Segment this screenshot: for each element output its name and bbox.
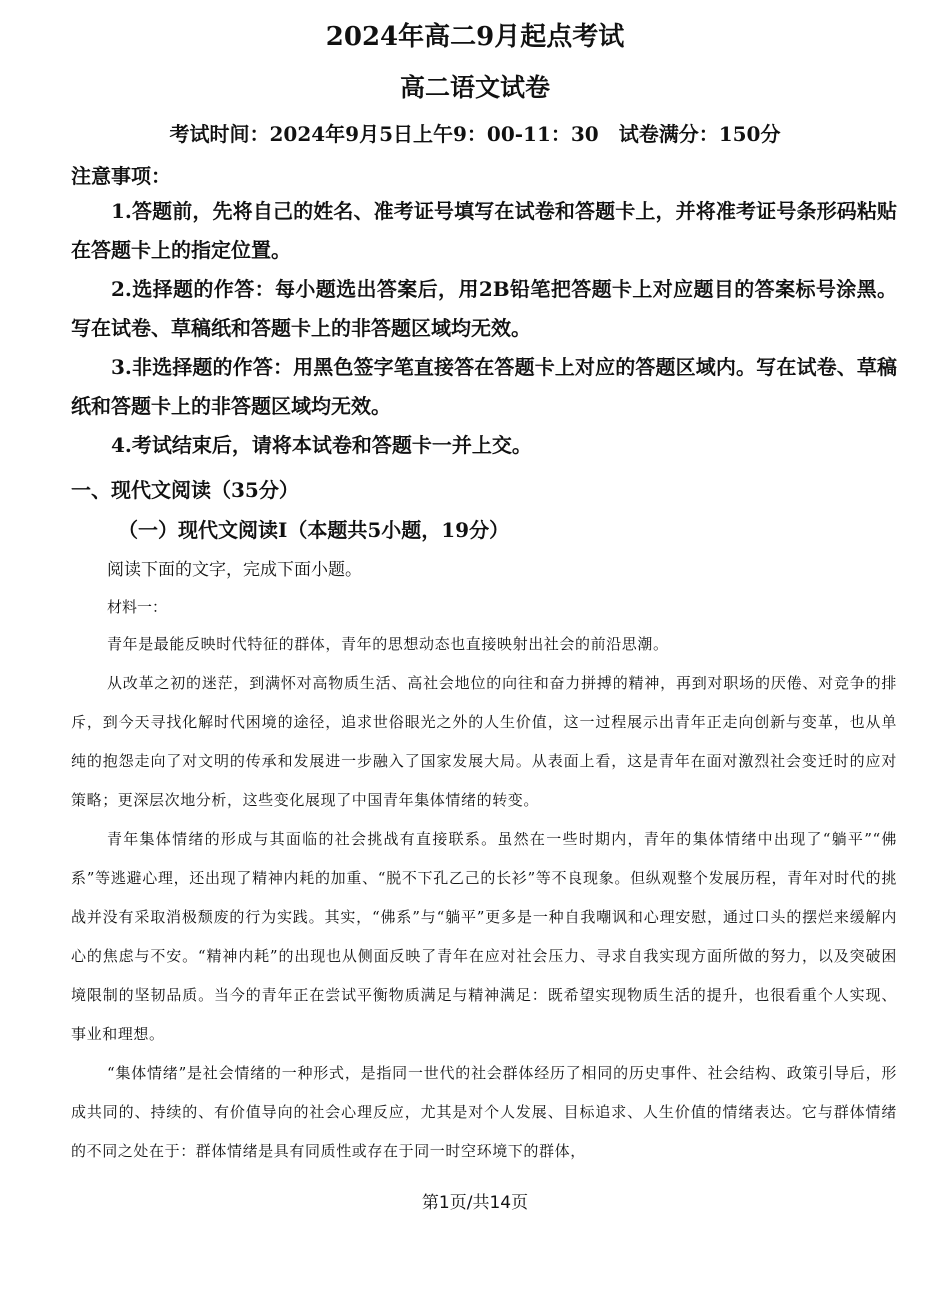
paragraph: 从改革之初的迷茫，到满怀对高物质生活、高社会地位的向往和奋力拼搏的精神，再到对职场的厌倦、对竞争的排斥，到今天寻找化解时代困境的途径，追求世俗眼光之外的人生价值，这一过程展示出青年正走向创新与变革，也从单纯的抱怨走向了对文明的传承和发展进一步融入了国家发展大局。从表面上看，这是青年在面对激烈社会变迁时的应对策略；更深层次地分析，这些变化展现了中国青年集体情绪的转变。 [71,674,897,809]
paragraph: 青年集体情绪的形成与其面临的社会挑战有直接联系。虽然在一些时期内，青年的集体情绪中出现了“躺平”“佛系”等逃避心理，还出现了精神内耗的加重、“脱不下孔乙己的长衫”等不良现象。但纵观整个发展历程，青年对时代的挑战并没有采取消极颓废的行为实践。其实，“佛系”与“躺平”更多是一种自我嘲讽和心理安慰，通过口头的摆烂来缓解内心的焦虑与不安。“精神内耗”的出现也从侧面反映了青年在应对社会压力、寻求自我实现方面所做的努力，以及突破困境限制的坚韧品质。当今的青年正在尝试平衡物质满足与精神满足：既希望实现物质生活的提升，也很看重个人实现、事业和理想。 [71,830,897,1043]
section-title: 一、现代文阅读（35分） [71,478,299,502]
material-label: 材料一： [107,598,168,616]
material-text [71,625,897,1171]
page-number: 第1页/共14页 [421,1193,529,1213]
notice-item: 4.考试结束后，请将本试卷和答题卡一并上交。 [111,433,532,457]
paragraph: “集体情绪”是社会情绪的一种形式，是指同一世代的社会群体经历了相同的历史事件、社会结构、政策引导后，形成共同的、持续的、有价值导向的社会心理反应，尤其是对个人发展、目标追求、人生价值的情绪表达。它与群体情绪的不同之处在于：群体情绪是具有同质性或存在于同一时空环境下的群体， [71,1064,897,1160]
exam-subtitle: 高二语文试卷 [399,73,550,102]
exam-info: 考试时间：2024年9月5日上午9：00-11：30 试卷满分：150分 [169,122,781,146]
notice-item: 1.答题前，先将自己的姓名、准考证号填写在试卷和答题卡上，并将准考证号条形码粘贴在答题卡上的指定位置。 [71,199,897,262]
notice-item: 3.非选择题的作答：用黑色签字笔直接答在答题卡上对应的答题区域内。写在试卷、草稿纸和答题卡上的非答题区域均无效。 [71,355,897,418]
reading-instruction: 阅读下面的文字，完成下面小题。 [107,560,362,580]
notice-item: 2.选择题的作答：每小题选出答案后，用2B铅笔把答题卡上对应题目的答案标号涂黑。写在试卷、草稿纸和答题卡上的非答题区域均无效。 [71,277,897,340]
paragraph: 青年是最能反映时代特征的群体，青年的思想动态也直接映射出社会的前沿思潮。 [107,635,669,653]
notice-heading: 注意事项： [71,164,171,188]
notice-list [71,192,897,465]
subsection-title: （一）现代文阅读Ⅰ（本题共5小题，19分） [118,518,510,542]
exam-title: 2024年高二9月起点考试 [325,22,625,52]
